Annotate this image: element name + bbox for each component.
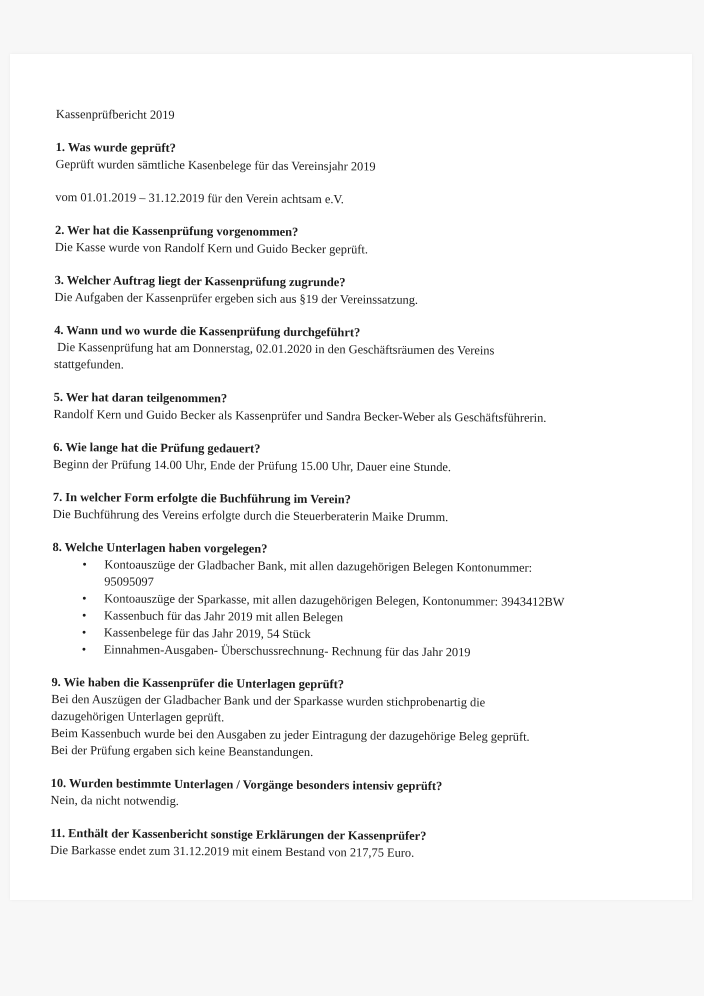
section-2 xyxy=(55,222,685,261)
section-5 xyxy=(54,389,684,428)
bullet-icon: • xyxy=(82,557,87,572)
answer-line: vom 01.01.2019 – 31.12.2019 für den Verein achtsam e.V. xyxy=(55,189,344,207)
list-item-text: Kassenbuch für das Jahr 2019 mit allen Belegen xyxy=(103,608,344,625)
answer-line: Randolf Kern und Guido Becker als Kassenprüfer und Sandra Becker-Weber als Geschäftsführerin. xyxy=(53,406,547,425)
section-4 xyxy=(54,322,684,378)
section-8 xyxy=(52,539,683,663)
question-heading: 10. Wurden bestimmte Unterlagen / Vorgänge besonders intensiv geprüft? xyxy=(50,775,443,794)
list-item-text: Kontoauszüge der Sparkasse, mit allen dazugehörigen Belegen, Kontonummer: 3943412BW xyxy=(104,591,565,610)
question-heading: 1. Was wurde geprüft? xyxy=(55,139,176,155)
question-heading: 8. Welche Unterlagen haben vorgelegen? xyxy=(52,539,268,556)
bullet-icon: • xyxy=(81,642,87,657)
question-heading: 7. In welcher Form erfolgte die Buchführung im Verein? xyxy=(52,489,351,507)
answer-line: Beginn der Prüfung 14.00 Uhr, Ende der Prüfung 15.00 Uhr, Dauer eine Stunde. xyxy=(53,456,452,475)
document-title: Kassenprüfbericht 2019 xyxy=(55,106,175,122)
section-7 xyxy=(53,489,683,528)
bullet-icon: • xyxy=(82,591,87,606)
question-heading: 5. Wer hat daran teilgenommen? xyxy=(53,389,228,406)
answer-line: Die Kassenprüfung hat am Donnerstag, 02.01.2020 in den Geschäftsräumen des Vereins xyxy=(54,339,495,358)
list-item xyxy=(82,556,682,595)
section-3 xyxy=(54,272,684,311)
question-heading: 6. Wie lange hat die Prüfung gedauert? xyxy=(53,439,261,456)
section-9 xyxy=(51,674,682,764)
section-10 xyxy=(50,775,680,814)
answer-line: Beim Kassenbuch wurde bei den Ausgaben zu jeder Eintragung der dazugehörige Beleg geprüft. xyxy=(51,725,530,744)
list-item-text: Kassenbelege für das Jahr 2019, 54 Stück xyxy=(103,625,311,642)
documents-list xyxy=(52,556,683,663)
answer-line: Bei der Prüfung ergaben sich keine Beanstandungen. xyxy=(50,742,314,760)
answer-line: Die Kasse wurde von Randolf Kern und Guido Becker geprüft. xyxy=(54,239,369,257)
question-heading: 3. Welcher Auftrag liegt der Kassenprüfung zugrunde? xyxy=(54,272,346,290)
section-1 xyxy=(55,139,686,211)
answer-line: Geprüft wurden sämtliche Kasenbelege für das Vereinsjahr 2019 xyxy=(55,156,376,174)
answer-line: Die Buchführung des Vereins erfolgte durch die Steuerberaterin Maike Drumm. xyxy=(52,506,449,525)
question-heading: 4. Wann und wo wurde die Kassenprüfung durchgeführt? xyxy=(54,322,361,340)
section-6 xyxy=(53,439,683,478)
answer-line: Die Barkasse endet zum 31.12.2019 mit einem Bestand von 217,75 Euro. xyxy=(50,842,415,860)
answer-line: stattgefunden. xyxy=(53,356,124,372)
list-item-text: Kontoauszüge der Gladbacher Bank, mit allen dazugehörigen Belegen Kontonummer: xyxy=(104,557,533,575)
question-heading: 9. Wie haben die Kassenprüfer die Unterlagen geprüft? xyxy=(51,674,345,692)
question-heading: 11. Enthält der Kassenbericht sonstige Erklärungen der Kassenprüfer? xyxy=(50,825,427,843)
list-item xyxy=(82,641,682,663)
answer-line: dazugehörigen Unterlagen geprüft. xyxy=(51,708,225,725)
list-item-text: 95095097 xyxy=(104,574,154,589)
answer-line: Bei den Auszügen der Gladbacher Bank und der Sparkasse wurden stichprobenartig die xyxy=(51,691,486,710)
bullet-icon: • xyxy=(81,608,87,623)
document-body xyxy=(50,106,686,880)
bullet-icon: • xyxy=(81,625,87,640)
list-item-text: Einnahmen-Ausgaben- Überschussrechnung- Rechnung für das Jahr 2019 xyxy=(103,642,471,660)
answer-line: Die Aufgaben der Kassenprüfer ergeben sich aus §19 der Vereinssatzung. xyxy=(54,289,419,307)
answer-line: Nein, da nicht notwendig. xyxy=(50,792,179,808)
question-heading: 2. Wer hat die Kassenprüfung vorgenommen? xyxy=(54,222,299,239)
section-11 xyxy=(50,825,680,864)
